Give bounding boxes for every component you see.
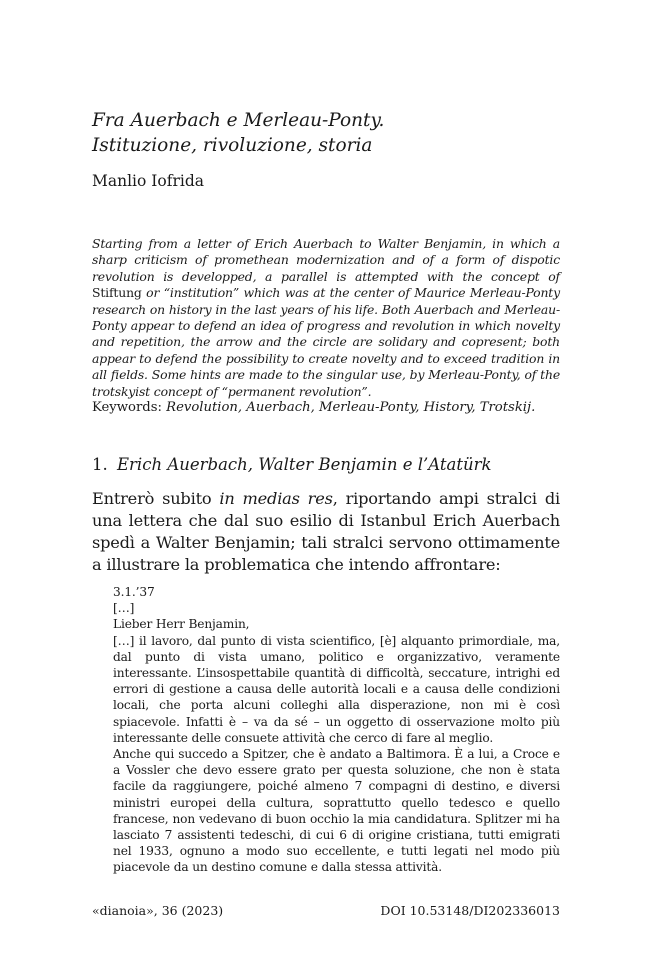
quote-salutation: Lieber Herr Benjamin, — [113, 617, 250, 632]
quote-paragraph-2: Anche qui succedo a Spitzer, che è andato a Baltimora. È a lui, a Croce e a Vossler che devo essere grato per questa soluzione, che non è stata facile da raggiungere, poiché almeno 7 compagni di destino, e diversi ministri europei della cultura, soprattutto quello tedesco e quello francese, non vedevano di buon occhio la mia candidatura. Splitzer mi ha lasciato 7 assistenti tedeschi, di cui 6 di origine cristiana, tutti emigrati nel 1933, ognuno a modo suo eccellente, e tutti legati nel modo più piacevole da un destino comune e dalla stessa attività. — [113, 747, 560, 875]
quote-ellipsis: […] — [113, 601, 135, 616]
abstract-text-1: Starting from a letter of Erich Auerbach to Walter Benjamin, in which a sharp criticism of promethean modernization and of a form of dispotic revolution is developped, a parallel is attempted with the concept of — [92, 236, 560, 284]
footer-journal: «dianoia», 36 (2023) — [92, 903, 224, 918]
section-title: Erich Auerbach, Walter Benjamin e l’Atatürk — [117, 455, 492, 474]
section-heading — [92, 455, 491, 474]
abstract-stiftung: Stiftung — [92, 285, 142, 301]
abstract — [92, 236, 560, 400]
intro-text-2: , riportando ampi stralci di una lettera che dal suo esilio di Istanbul Erich Auerbach spedì a Walter Benjamin; tali stralci servono ottimamente a illustrare la problematica che intendo affrontare: — [92, 489, 560, 574]
keywords-label: Keywords: — [92, 400, 162, 415]
title-line-2: Istituzione, rivoluzione, storia — [92, 135, 373, 156]
author-name: Manlio Iofrida — [92, 172, 204, 190]
footer-doi: DOI 10.53148/DI202336013 — [380, 903, 560, 918]
intro-italic: in medias res — [219, 489, 333, 508]
intro-paragraph — [92, 488, 560, 576]
keywords — [92, 400, 535, 415]
article-title — [92, 108, 562, 158]
quote-date: 3.1.’37 — [113, 585, 155, 599]
block-quote — [113, 584, 560, 876]
keywords-list: Revolution, Auerbach, Merleau-Ponty, History, Trotskij. — [166, 400, 536, 415]
intro-text-1: Entrerò subito — [92, 489, 220, 508]
title-line-1: Fra Auerbach e Merleau-Ponty. — [92, 110, 385, 131]
quote-paragraph-1: […] il lavoro, dal punto di vista scientifico, [è] alquanto primordiale, ma, dal punto di vista umano, politico e organizzativo, veramente interessante. L’insospettabile quantità di difficoltà, seccature, intrighi ed errori di gestione a causa delle autorità locali e a causa delle condizioni locali, che porta alcuni colleghi alla disperazione, non mi è così spiacevole. Infatti è – va da sé – un oggetto di osservazione molto più interessante delle consuete attività che cerco di fare al meglio. — [113, 633, 560, 745]
section-number: 1. — [92, 455, 108, 474]
abstract-text-2: or “institution” which was at the center of Maurice Merleau-Ponty research on history in the last years of his life. Both Auerbach and Merleau-Ponty appear to defend an idea of progress and revolution in which novelty and repetition, the arrow and the circle are solidary and copresent; both appear to defend the possibility to create novelty and to exceed tradition in all fields. Some hints are made to the singular use, by Merleau-Ponty, of the trotskyist concept of “permanent revolution”. — [92, 285, 560, 399]
